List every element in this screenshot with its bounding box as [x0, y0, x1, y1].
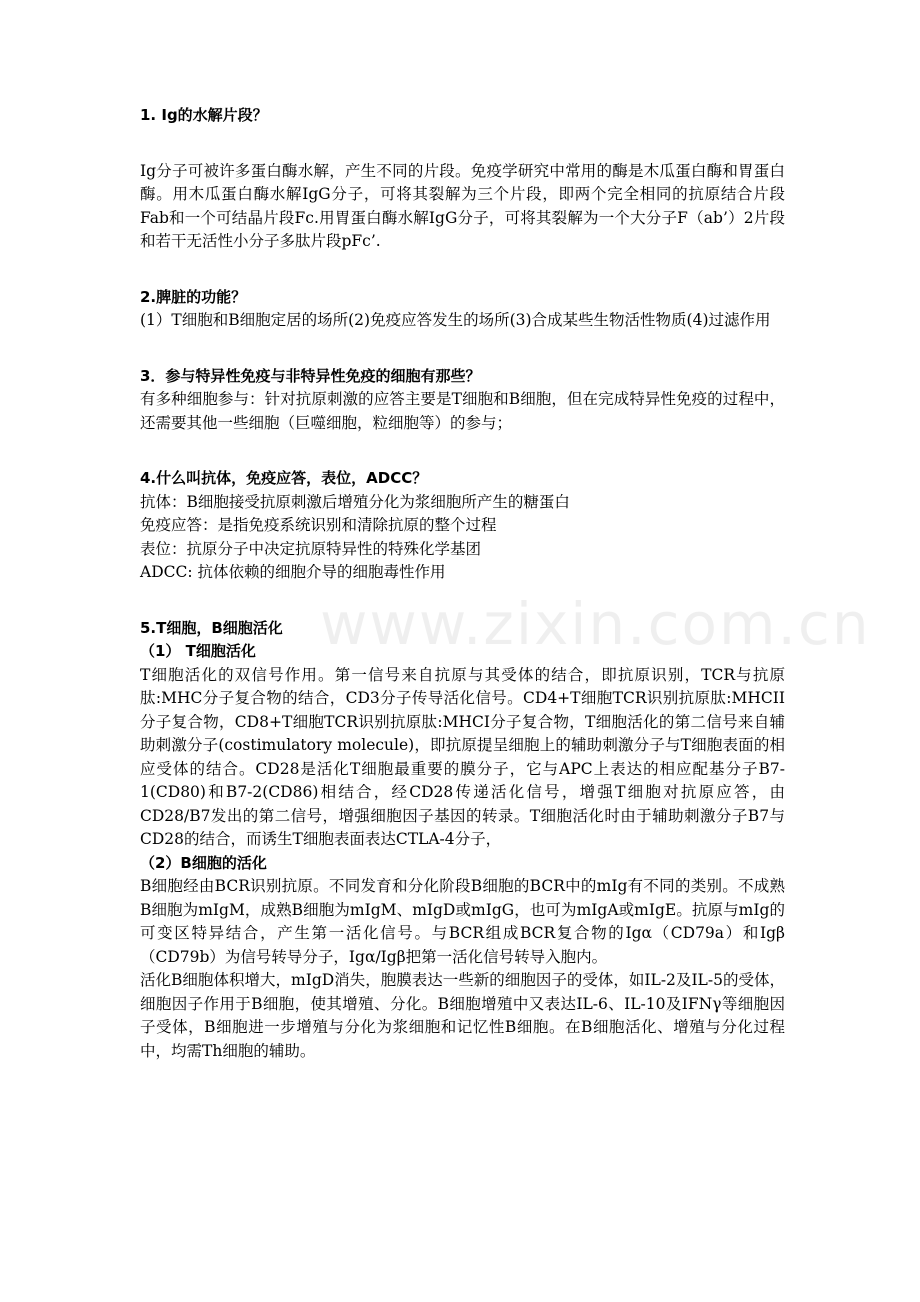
t-cell-activation-text: T细胞活化的双信号作用。第一信号来自抗原与其受体的结合，即抗原识别，TCR与抗原肽:MHC分子复合物的结合，CD3分子传导活化信号。CD4+T细胞TCR识别抗原肽:MHCII分子复合物，CD8+T细胞TCR识别抗原肽:MHCI分子复合物，T细胞活化的第二信号来自辅助刺激分子(costimulatory molecule)，即抗原提呈细胞上的辅助刺激分子与T细胞表面的相应受体的结合。CD28是活化T细胞最重要的膜分子，它与APC上表达的相应配基分子B7-1(CD80)和B7-2(CD86)相结合，经CD28传递活化信号，增强T细胞对抗原应答，由CD28/B7发出的第二信号，增强细胞因子基因的转录。T细胞活化时由于辅助刺激分子B7与CD28的结合，而诱生T细胞表面表达CTLA-4分子， [140, 665, 785, 848]
b-cell-activation-title: （2）B细胞的活化 [140, 853, 267, 872]
definition-epitope: 表位：抗原分子中决定抗原特异性的特殊化学基团 [140, 539, 482, 558]
document-page [140, 104, 785, 1063]
question-3-title: 3．参与特异性免疫与非特异性免疫的细胞有那些？ [140, 366, 481, 385]
definition-immune-response: 免疫应答：是指免疫系统识别和清除抗原的整个过程 [140, 516, 497, 534]
question-1-title: 1. Ig的水解片段？ [140, 106, 268, 124]
question-4-title: 4.什么叫抗体，免疫应答，表位，ADCC？ [140, 469, 428, 487]
b-cell-activation-text-2: 活化B细胞体积增大，mIgD消失，胞膜表达一些新的细胞因子的受体，如IL-2及IL-5的受体，细胞因子作用于B细胞，使其增殖、分化。B细胞增殖中又表达IL-6、IL-10及IFNγ等细胞因子受体，B细胞进一步增殖与分化为浆细胞和记忆性B细胞。在B细胞活化、增殖与分化过程中，均需Th细胞的辅助。 [140, 971, 785, 1060]
definition-adcc: ADCC: 抗体依赖的细胞介导的细胞毒性作用 [140, 563, 446, 581]
question-3-answer: 有多种细胞参与：针对抗原刺激的应答主要是T细胞和B细胞，但在完成特异性免疫的过程中，还需要其他一些细胞（巨噬细胞，粒细胞等）的参与； [140, 390, 785, 432]
b-cell-activation-text-1: B细胞经由BCR识别抗原。不同发育和分化阶段B细胞的BCR中的mIg有不同的类别。不成熟B细胞为mIgM，成熟B细胞为mIgM、mIgD或mIgG，也可为mIgA或mIgE。抗原与mIg的可变区特异结合，产生第一活化信号。与BCR组成BCR复合物的Igα（CD79a）和Igβ（CD79b）为信号转导分子，Igα/Igβ把第一活化信号转导入胞内。 [140, 877, 785, 966]
question-5-title: 5.T细胞，B细胞活化 [140, 618, 283, 637]
question-2-answer: (1）T细胞和B细胞定居的场所(2)免疫应答发生的场所(3)合成某些生物活性物质(4)过滤作用 [140, 311, 771, 329]
question-1-answer: Ig分子可被许多蛋白酶水解，产生不同的片段。免疫学研究中常用的酶是木瓜蛋白酶和胃蛋白酶。用木瓜蛋白酶水解IgG分子，可将其裂解为三个片段，即两个完全相同的抗原结合片段Fab和一个可结晶片段Fc.用胃蛋白酶水解IgG分子，可将其裂解为一个大分子F（ab’）2片段和若干无活性小分子多肽片段pFc’. [140, 161, 785, 250]
question-2-title: 2.脾脏的功能？ [140, 287, 247, 306]
t-cell-activation-title: （1） T细胞活化 [140, 642, 256, 660]
watermark: www.zixin.com.cn [320, 590, 871, 658]
definition-antibody: 抗体：B细胞接受抗原刺激后增殖分化为浆细胞所产生的糖蛋白 [140, 492, 570, 511]
